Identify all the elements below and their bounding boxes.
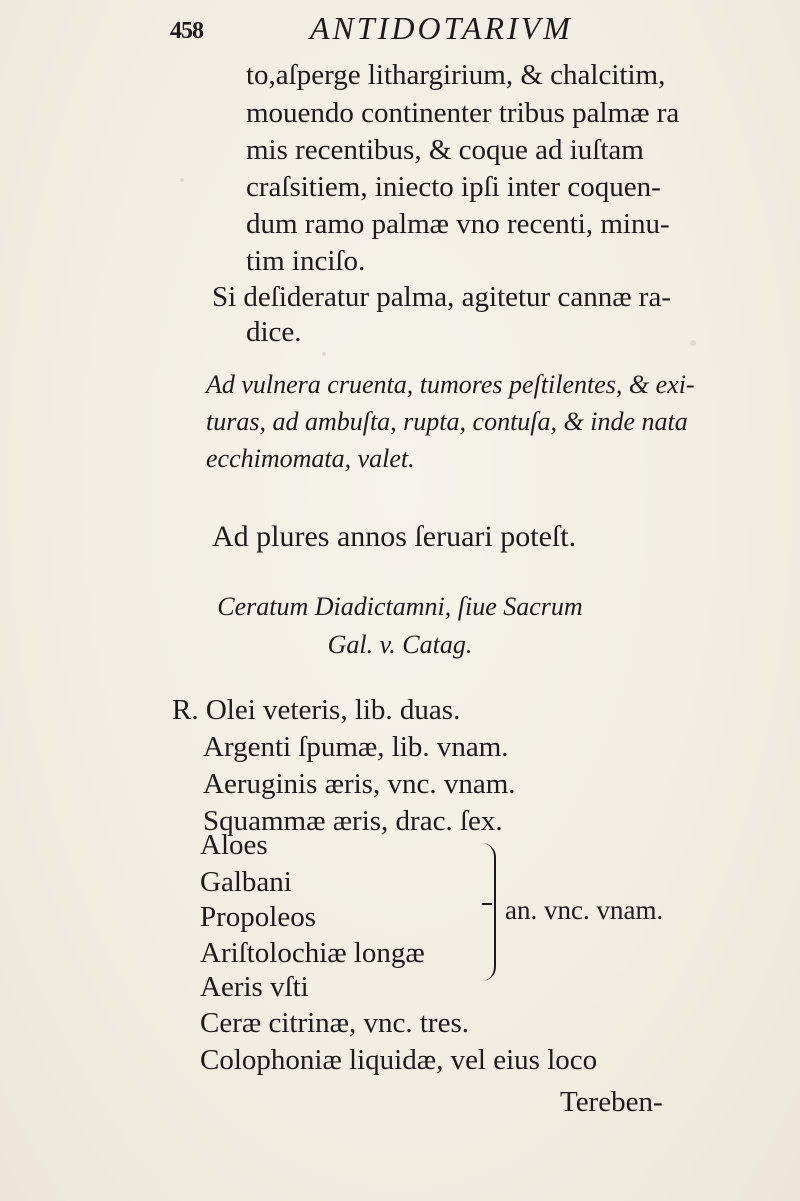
- text-line: to,aſperge lithargirium, & chalcitim,: [246, 59, 666, 91]
- uses-line: Ad vulnera cruenta, tumores peſtilentes, & exi-: [206, 370, 695, 399]
- text-line: tim inciſo.: [246, 245, 366, 277]
- recipe-title: Ceratum Diadictamni, ſiue Sacrum: [217, 592, 583, 621]
- running-title: ANTIDOTARIVM: [310, 10, 573, 46]
- paper-stain: [690, 340, 696, 346]
- page-header: [170, 8, 690, 48]
- recipe-source: Gal. v. Catag.: [327, 630, 473, 659]
- recipe-line: R. Olei veteris, lib. duas.: [172, 694, 461, 726]
- text-line: craſsitiem, iniecto ipſi inter coquen-: [246, 171, 661, 203]
- grouped-item: Ariſtolochiæ longæ: [200, 937, 425, 969]
- text-line: Si deſideratur palma, agitetur cannæ ra-: [212, 281, 671, 313]
- text-line: mouendo continenter tribus palmæ ra: [246, 97, 680, 129]
- grouped-item: Aeris vſti: [200, 971, 309, 1003]
- uses-line: ecchimomata, valet.: [206, 444, 415, 473]
- recipe-line: Colophoniæ liquidæ, vel eius loco: [200, 1044, 598, 1076]
- grouping-brace: [480, 843, 496, 981]
- text-line: mis recentibus, & coque ad iuſtam: [246, 134, 644, 166]
- text-line: dice.: [246, 316, 302, 348]
- grouped-item: Aloes: [200, 829, 268, 861]
- recipe-line: Aeruginis æris, vnc. vnam.: [203, 768, 516, 800]
- keeping-note: Ad plures annos ſeruari poteſt.: [212, 520, 577, 553]
- paper-stain: [180, 178, 184, 182]
- recipe-line: Argenti ſpumæ, lib. vnam.: [203, 731, 509, 763]
- text-line: dum ramo palmæ vno recenti, minu-: [246, 208, 670, 240]
- grouped-quantity: an. vnc. vnam.: [505, 895, 664, 925]
- grouped-item: Propoleos: [200, 901, 316, 933]
- grouped-item: Galbani: [200, 866, 292, 898]
- catchword: Tereben-: [560, 1086, 663, 1118]
- grouping-brace-tip: [482, 903, 492, 905]
- paper-stain: [322, 352, 326, 356]
- uses-line: turas, ad ambuſta, rupta, contuſa, & inde nata: [206, 407, 688, 436]
- page-number: 458: [170, 18, 203, 44]
- recipe-line: Squammæ æris, drac. ſex.: [203, 805, 503, 837]
- recipe-line: Ceræ citrinæ, vnc. tres.: [200, 1007, 470, 1039]
